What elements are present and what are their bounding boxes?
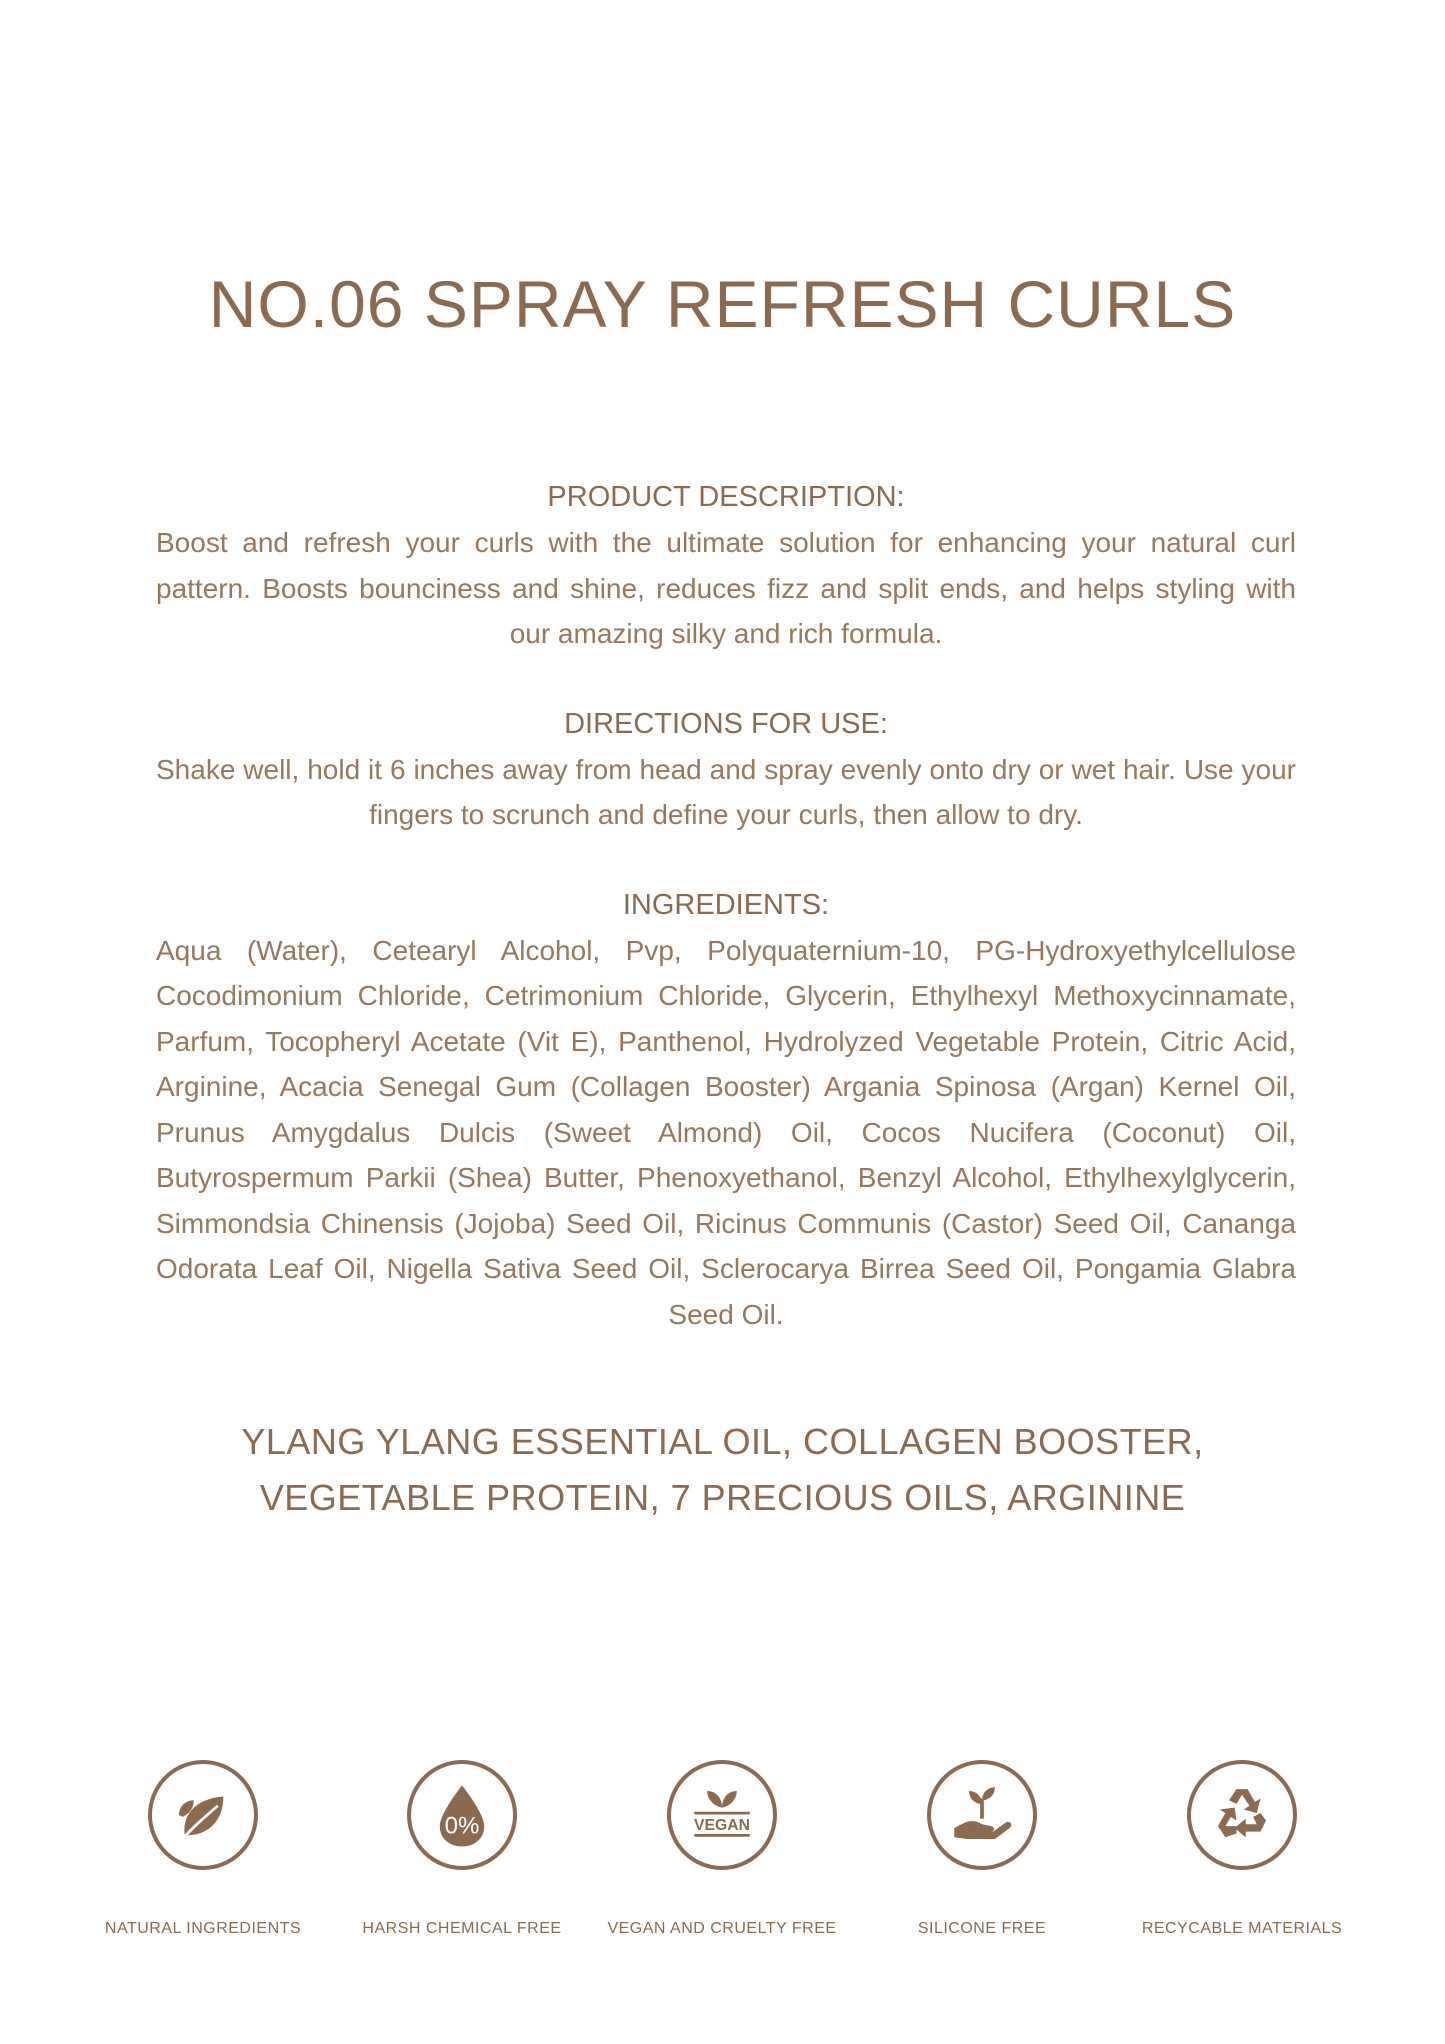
badge-label: HARSH CHEMICAL FREE (362, 1920, 562, 1937)
feature-badges (0, 1760, 1445, 1960)
product-content (156, 474, 1296, 1337)
badge-recyclable-materials (1122, 1760, 1362, 1938)
vegan-icon (667, 1760, 777, 1870)
badge-silicone-free (862, 1760, 1102, 1938)
vegan-text: VEGAN (694, 1816, 750, 1834)
description-heading: PRODUCT DESCRIPTION: (547, 481, 905, 513)
leaf-icon (148, 1760, 258, 1870)
badge-label: RECYCABLE MATERIALS (1141, 1920, 1343, 1937)
directions-text: Shake well, hold it 6 inches away from head and spray evenly onto dry or wet hair. Use your fingers to scrunch and define your curls, then allow to dry. (156, 753, 1296, 830)
zero-percent-drop-icon (407, 1760, 517, 1870)
recycle-icon (1187, 1760, 1297, 1870)
description-text: Boost and refresh your curls with the ultimate solution for enhancing your natural curl pattern. Boosts bounciness and shine, reduces fizz and split ends, and helps styling with our amazing silky and rich formula. (156, 527, 1296, 649)
product-title: NO.06 SPRAY REFRESH CURLS (208, 267, 1237, 341)
badge-harsh-chemical-free (342, 1760, 582, 1938)
ingredients-text: Aqua (Water), Cetearyl Alcohol, Pvp, Polyquaternium-10, PG-Hydroxyethylcellulose Cocodimonium Chloride, Cetrimonium Chloride, Glycerin, Ethylhexyl Methoxycinnamate, Parfum, Tocopheryl Acetate (Vit E), Panthenol, Hydrolyzed Vegetable Protein, Citric Acid, Arginine, Acacia Senegal Gum (Collagen Booster) Argania Spinosa (Argan) Kernel Oil, Prunus Amygdalus Dulcis (Sweet Almond) Oil, Cocos Nucifera (Coconut) Oil, Butyrospermum Parkii (Shea) Butter, Phenoxyethanol, Benzyl Alcohol, Ethylhexylglycerin, Simmondsia Chinensis (Jojoba) Seed Oil, Ricinus Communis (Castor) Seed Oil, Cananga Odorata Leaf Oil, Nigella Sativa Seed Oil, Sclerocarya Birrea Seed Oil, Pongamia Glabra Seed Oil. (156, 934, 1296, 1330)
badge-label: SILICONE FREE (917, 1920, 1047, 1937)
badge-natural-ingredients (83, 1760, 323, 1938)
directions-heading: DIRECTIONS FOR USE: (564, 707, 888, 740)
zero-percent-text: 0% (444, 1812, 480, 1840)
badge-label: NATURAL INGREDIENTS (104, 1920, 302, 1937)
badge-label: VEGAN AND CRUELTY FREE (607, 1920, 837, 1937)
ingredients-heading: INGREDIENTS: (622, 888, 830, 921)
hand-plant-icon (927, 1760, 1037, 1870)
badge-vegan-cruelty-free (602, 1760, 842, 1938)
key-ingredients-highlight: YLANG YLANG ESSENTIAL OIL, COLLAGEN BOOSTER, VEGETABLE PROTEIN, 7 PRECIOUS OILS, ARGININE (241, 1421, 1204, 1518)
